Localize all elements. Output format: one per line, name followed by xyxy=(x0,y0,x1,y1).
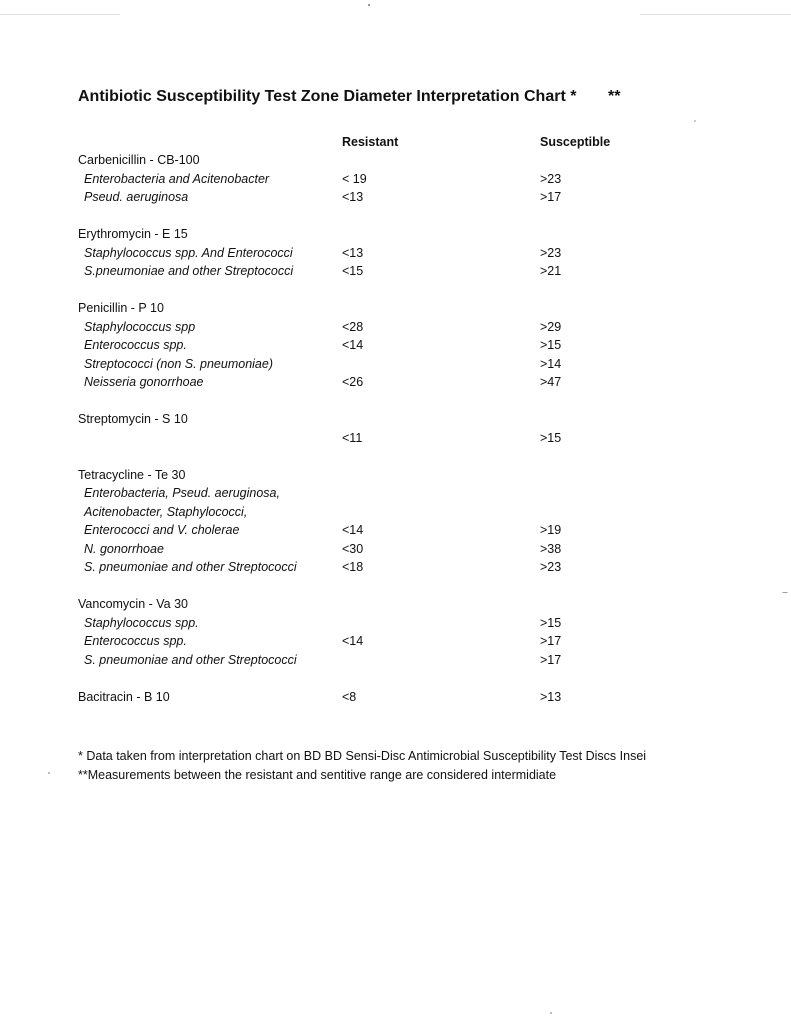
organism-row xyxy=(0,429,791,448)
resistant-value: < 19 xyxy=(342,171,367,186)
organism-name: S. pneumoniae and other Streptococci xyxy=(84,652,297,667)
resistant-value: <18 xyxy=(342,560,364,574)
resistant-value: <28 xyxy=(342,319,364,334)
resistant-value: <15 xyxy=(342,264,364,278)
organism-name: Staphylococcus spp. xyxy=(84,615,199,630)
susceptible-value: >23 xyxy=(540,560,562,574)
organism-name: S.pneumoniae and other Streptococci xyxy=(84,264,294,278)
organism-row xyxy=(0,170,791,189)
susceptible-value: >21 xyxy=(540,264,562,278)
organism-row xyxy=(0,632,791,651)
resistant-value: <13 xyxy=(342,190,364,204)
drug-row xyxy=(0,466,791,485)
organism-name: Enterobacteria, Pseud. aeruginosa, xyxy=(84,486,280,500)
title-text: Antibiotic Susceptibility Test Zone Diameter Interpretation Chart * xyxy=(78,88,577,105)
row-spacer xyxy=(0,207,791,226)
organism-name: Staphylococcus spp xyxy=(84,319,196,334)
organism-row xyxy=(0,373,791,392)
susceptible-value: >17 xyxy=(540,634,562,648)
drug-name: Penicillin - P 10 xyxy=(78,301,164,315)
organism-row xyxy=(0,540,791,559)
drug-row xyxy=(0,299,791,318)
drug-row xyxy=(0,595,791,614)
scan-speck xyxy=(48,772,50,774)
organism-name: Acitenobacter, Staphylococci, xyxy=(84,504,248,519)
row-spacer xyxy=(0,669,791,688)
drug-name: Streptomycin - S 10 xyxy=(78,412,188,426)
organism-name: Enterobacteria and Acitenobacter xyxy=(84,171,270,186)
drug-name: Carbenicillin - CB-100 xyxy=(78,153,200,167)
organism-row xyxy=(0,336,791,355)
drug-row xyxy=(0,688,791,707)
drug-name: Erythromycin - E 15 xyxy=(78,227,188,241)
drug-row xyxy=(0,151,791,170)
scan-artifact-line xyxy=(640,14,791,15)
footnotes xyxy=(78,747,646,785)
organism-name: Streptococci (non S. pneumoniae) xyxy=(84,356,273,371)
page-title xyxy=(78,88,621,106)
susceptible-value: >15 xyxy=(540,615,562,630)
title-double-asterisk: ** xyxy=(608,88,621,105)
organism-row xyxy=(0,244,791,263)
scan-speck xyxy=(694,120,696,122)
organism-name: N. gonorrhoae xyxy=(84,541,164,556)
organism-name: Enterococci and V. cholerae xyxy=(84,523,240,537)
resistant-value: <11 xyxy=(342,430,363,445)
resistant-value: <13 xyxy=(342,245,364,260)
organism-name: Neisseria gonorrhoae xyxy=(84,375,204,389)
organism-row xyxy=(0,651,791,670)
organism-row xyxy=(0,521,791,540)
organism-row xyxy=(0,188,791,207)
organism-row xyxy=(0,614,791,633)
resistant-value: <26 xyxy=(342,375,364,389)
susceptible-value: >23 xyxy=(540,245,562,260)
organism-name: Enterococcus spp. xyxy=(84,338,187,352)
scan-speck xyxy=(550,1012,552,1014)
footnote-1: * Data taken from interpretation chart on BD BD Sensi-Disc Antimicrobial Susceptibility Test Discs Insei xyxy=(78,749,647,763)
susceptible-value: >29 xyxy=(540,319,562,334)
organism-name: Pseud. aeruginosa xyxy=(84,190,189,204)
drug-row xyxy=(0,410,791,429)
susceptible-value: >38 xyxy=(540,541,562,556)
footnote-2: **Measurements between the resistant and sentitive range are considered intermidiate xyxy=(78,768,557,782)
susceptible-value: >19 xyxy=(540,523,562,537)
susceptible-value: >15 xyxy=(540,338,562,352)
resistant-value: <14 xyxy=(342,634,364,648)
column-header-susceptible: Susceptible xyxy=(540,135,611,149)
susceptible-value: >15 xyxy=(540,430,562,445)
organism-name: Enterococcus spp. xyxy=(84,634,187,648)
susceptible-value: >47 xyxy=(540,375,562,389)
organism-row xyxy=(0,318,791,337)
organism-row xyxy=(0,558,791,577)
organism-row xyxy=(0,355,791,374)
scan-artifact-line xyxy=(0,14,120,15)
drug-name: Vancomycin - Va 30 xyxy=(78,597,189,611)
resistant-value: <14 xyxy=(342,338,364,352)
interpretation-table xyxy=(0,151,791,706)
susceptible-value: >17 xyxy=(540,190,562,204)
drug-row xyxy=(0,225,791,244)
resistant-value: <8 xyxy=(342,689,357,704)
resistant-value: <30 xyxy=(342,541,364,556)
organism-row xyxy=(0,484,791,503)
susceptible-value: >23 xyxy=(540,171,562,186)
susceptible-value: >13 xyxy=(540,689,562,704)
organism-name: Staphylococcus spp. And Enterococci xyxy=(84,245,293,260)
organism-name: S. pneumoniae and other Streptococci xyxy=(84,560,297,574)
susceptible-value: >17 xyxy=(540,652,562,667)
row-spacer xyxy=(0,447,791,466)
drug-name: Bacitracin - B 10 xyxy=(78,689,170,704)
organism-row xyxy=(0,262,791,281)
row-spacer xyxy=(0,392,791,411)
row-spacer xyxy=(0,281,791,300)
row-spacer xyxy=(0,577,791,596)
susceptible-value: >14 xyxy=(540,356,562,371)
organism-row xyxy=(0,503,791,522)
drug-name: Tetracycline - Te 30 xyxy=(78,467,186,482)
scan-speck xyxy=(368,4,370,6)
column-header-resistant: Resistant xyxy=(342,135,399,149)
resistant-value: <14 xyxy=(342,523,364,537)
